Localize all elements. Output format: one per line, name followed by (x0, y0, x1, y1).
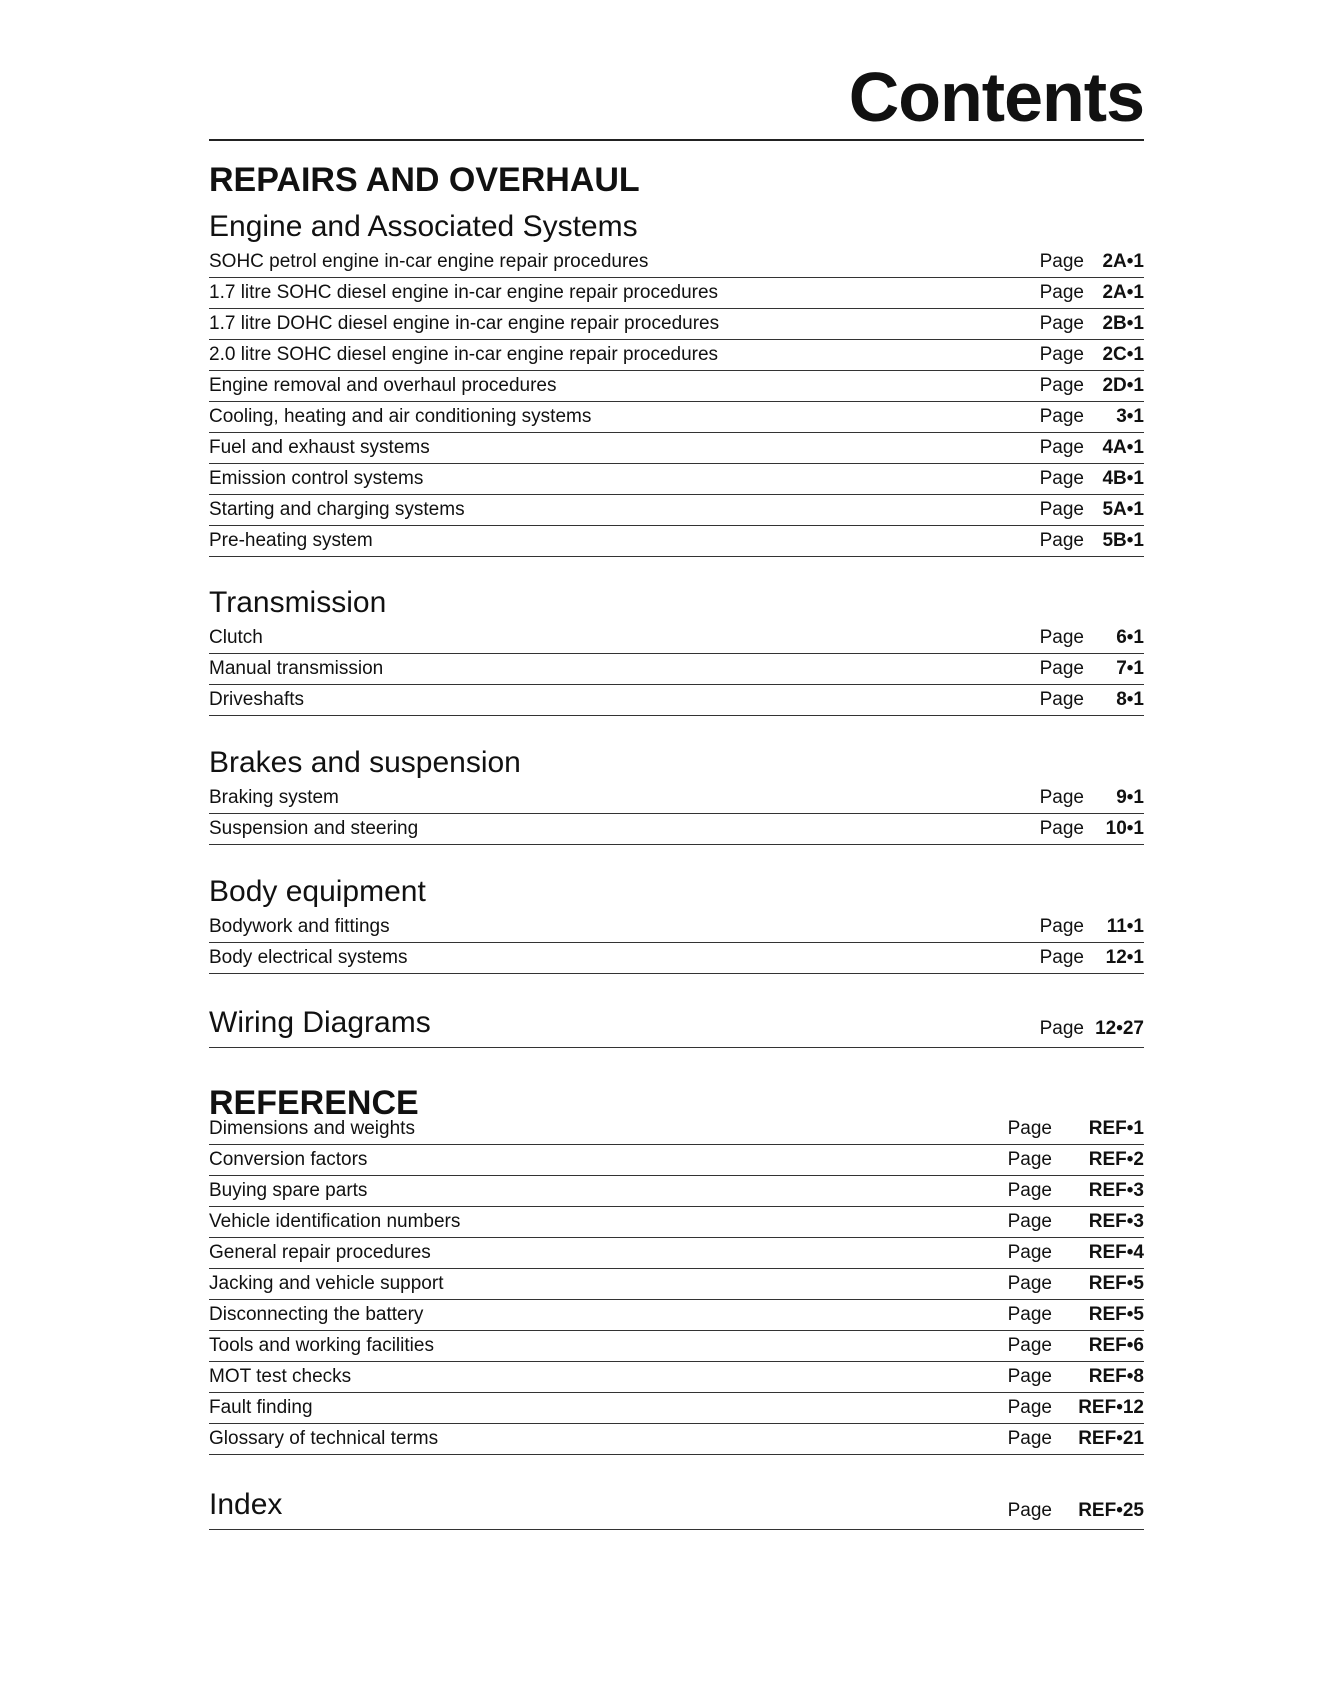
toc-entry-label: Buying spare parts (209, 1180, 368, 1201)
page-word: Page (1039, 375, 1084, 396)
page-number: 2B•1 (1102, 313, 1144, 334)
toc-entry[interactable] (209, 912, 1144, 943)
toc-entry[interactable] (209, 1176, 1144, 1207)
toc-entry[interactable] (209, 1269, 1144, 1300)
page-number: REF•2 (1088, 1149, 1144, 1170)
toc-entry[interactable] (209, 340, 1144, 371)
toc-entry-label: Emission control systems (209, 468, 424, 489)
toc-entry-wiring-diagrams[interactable] (209, 1003, 1144, 1048)
page-word: Page (1007, 1273, 1052, 1294)
toc-entry-label: Jacking and vehicle support (209, 1273, 444, 1294)
page-number: REF•5 (1088, 1304, 1144, 1325)
page-word: Page (1039, 282, 1084, 303)
page-word: Page (1039, 406, 1084, 427)
toc-entry[interactable] (209, 1362, 1144, 1393)
page-word: Page (1039, 658, 1084, 679)
toc-entry[interactable] (209, 278, 1144, 309)
toc-entry[interactable] (209, 1331, 1144, 1362)
page-number: 2A•1 (1102, 251, 1144, 272)
section-heading-reference: REFERENCE (209, 1084, 419, 1122)
toc-entry-label: Braking system (209, 787, 339, 808)
toc-entry-label: 1.7 litre DOHC diesel engine in-car engine repair procedures (209, 313, 720, 334)
toc-entry-label: Body electrical systems (209, 947, 408, 968)
page-word: Page (1039, 437, 1084, 458)
toc-entry-label: Clutch (209, 627, 263, 648)
toc-entry-label: Wiring Diagrams (209, 1006, 431, 1039)
page-word: Page (1039, 627, 1084, 648)
page-number: 11•1 (1106, 916, 1144, 937)
page-number: REF•8 (1088, 1366, 1144, 1387)
toc-entry-label: Driveshafts (209, 689, 305, 710)
page-word: Page (1007, 1304, 1052, 1325)
toc-entry[interactable] (209, 1424, 1144, 1455)
toc-entry-label: MOT test checks (209, 1366, 352, 1387)
toc-entry-label: Pre-heating system (209, 530, 373, 551)
subsection-heading-brakes: Brakes and suspension (209, 746, 521, 779)
toc-entry[interactable] (209, 814, 1144, 845)
subsection-heading-body: Body equipment (209, 875, 426, 908)
toc-entry[interactable] (209, 1145, 1144, 1176)
title-divider (209, 139, 1144, 141)
toc-entry[interactable] (209, 371, 1144, 402)
page-number: REF•21 (1078, 1428, 1144, 1449)
toc-entry[interactable] (209, 1114, 1144, 1145)
page-word: Page (1007, 1397, 1052, 1418)
page-number: REF•12 (1078, 1397, 1144, 1418)
toc-entry-label: Index (209, 1488, 283, 1521)
toc-entry-label: Conversion factors (209, 1149, 368, 1170)
page-number: 2C•1 (1102, 344, 1144, 365)
page-number: 12•27 (1095, 1018, 1144, 1039)
page-word: Page (1039, 947, 1084, 968)
toc-entry[interactable] (209, 495, 1144, 526)
page-number: 3•1 (1116, 406, 1144, 427)
page-number: REF•4 (1088, 1242, 1144, 1263)
page-number: 9•1 (1116, 787, 1144, 808)
page-number: 5A•1 (1102, 499, 1144, 520)
toc-entry-label: Dimensions and weights (209, 1118, 415, 1139)
page-number: 2A•1 (1102, 282, 1144, 303)
toc-entry[interactable] (209, 943, 1144, 974)
page-word: Page (1007, 1335, 1052, 1356)
toc-entry-label: Glossary of technical terms (209, 1428, 439, 1449)
toc-entry[interactable] (209, 1207, 1144, 1238)
page-number: REF•5 (1088, 1273, 1144, 1294)
page-word: Page (1039, 530, 1084, 551)
page-title: Contents (848, 58, 1144, 136)
toc-entry-label: SOHC petrol engine in-car engine repair procedures (209, 251, 649, 272)
toc-entry[interactable] (209, 623, 1144, 654)
toc-entry-label: Fault finding (209, 1397, 313, 1418)
page-word: Page (1007, 1500, 1052, 1521)
page-number: REF•1 (1088, 1118, 1144, 1139)
subsection-heading-transmission: Transmission (209, 586, 387, 619)
page-word: Page (1039, 787, 1084, 808)
toc-entry-label: Starting and charging systems (209, 499, 465, 520)
page-number: 12•1 (1105, 947, 1144, 968)
toc-entry-label: Manual transmission (209, 658, 384, 679)
page-number: 7•1 (1116, 658, 1144, 679)
toc-entry-label: Cooling, heating and air conditioning systems (209, 406, 592, 427)
toc-entry-label: 2.0 litre SOHC diesel engine in-car engine repair procedures (209, 344, 719, 365)
toc-entry-label: General repair procedures (209, 1242, 431, 1263)
page-number: 4B•1 (1102, 468, 1144, 489)
toc-entry[interactable] (209, 1393, 1144, 1424)
page-word: Page (1039, 251, 1084, 272)
toc-entry-label: Disconnecting the battery (209, 1304, 424, 1325)
toc-entry[interactable] (209, 526, 1144, 557)
toc-entry[interactable] (209, 685, 1144, 716)
page-word: Page (1039, 499, 1084, 520)
toc-entry-label: 1.7 litre SOHC diesel engine in-car engine repair procedures (209, 282, 719, 303)
toc-entry-index[interactable] (209, 1485, 1144, 1530)
toc-entry[interactable] (209, 247, 1144, 278)
page-number: 2D•1 (1102, 375, 1144, 396)
toc-entry-label: Suspension and steering (209, 818, 419, 839)
page-word: Page (1039, 689, 1084, 710)
toc-entry-label: Engine removal and overhaul procedures (209, 375, 557, 396)
page-number: 4A•1 (1102, 437, 1144, 458)
page-word: Page (1039, 1018, 1084, 1039)
page-word: Page (1007, 1211, 1052, 1232)
page-word: Page (1007, 1149, 1052, 1170)
page-number: REF•6 (1088, 1335, 1144, 1356)
page-word: Page (1007, 1428, 1052, 1449)
toc-entry-label: Bodywork and fittings (209, 916, 390, 937)
page-word: Page (1007, 1118, 1052, 1139)
page-word: Page (1039, 818, 1084, 839)
page-number: 8•1 (1116, 689, 1144, 710)
page-word: Page (1007, 1366, 1052, 1387)
page-word: Page (1007, 1180, 1052, 1201)
page-word: Page (1039, 916, 1084, 937)
section-heading-repairs: REPAIRS AND OVERHAUL (209, 161, 640, 199)
page-number: 5B•1 (1102, 530, 1144, 551)
toc-entry[interactable] (209, 654, 1144, 685)
toc-entry[interactable] (209, 1300, 1144, 1331)
page-word: Page (1039, 344, 1084, 365)
toc-entry[interactable] (209, 1238, 1144, 1269)
page-word: Page (1039, 313, 1084, 334)
toc-entry[interactable] (209, 309, 1144, 340)
page-number: 6•1 (1116, 627, 1144, 648)
toc-entry[interactable] (209, 402, 1144, 433)
page-word: Page (1007, 1242, 1052, 1263)
page-number: REF•3 (1088, 1180, 1144, 1201)
toc-entry-label: Tools and working facilities (209, 1335, 434, 1356)
page-number: 10•1 (1105, 818, 1144, 839)
toc-entry[interactable] (209, 433, 1144, 464)
page-word: Page (1039, 468, 1084, 489)
toc-entry-label: Fuel and exhaust systems (209, 437, 430, 458)
page-number: REF•25 (1078, 1500, 1144, 1521)
toc-entry[interactable] (209, 464, 1144, 495)
toc-entry-label: Vehicle identification numbers (209, 1211, 461, 1232)
subsection-heading-engine: Engine and Associated Systems (209, 210, 638, 243)
page-number: REF•3 (1088, 1211, 1144, 1232)
toc-entry[interactable] (209, 783, 1144, 814)
